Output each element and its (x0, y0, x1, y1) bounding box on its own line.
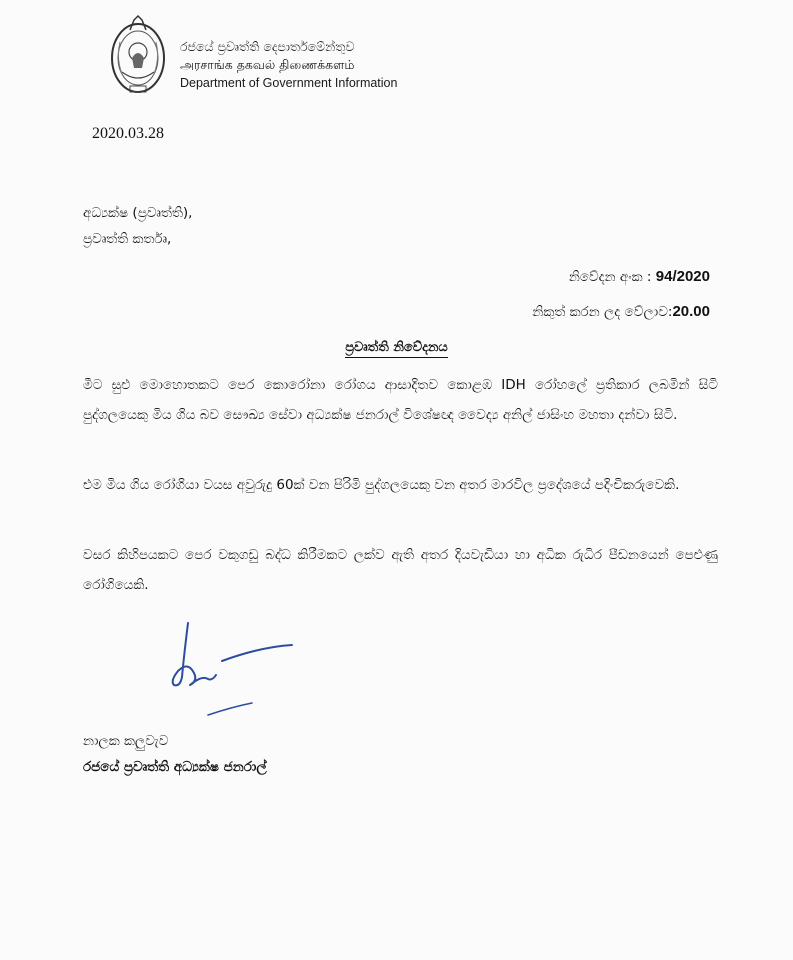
issue-time-label: නිකුත් කරන ලද වේලාව: (532, 304, 673, 320)
addressee-line-1: අධ්‍යක්ෂ (ප්‍රවෘත්ති), (83, 205, 193, 221)
document-date: 2020.03.28 (92, 125, 164, 142)
addressee (83, 200, 192, 252)
issue-time (532, 303, 710, 320)
paragraph-1: මීට සුළු මොහොතකට පෙර කොරෝනා රෝගය ආසාදිතව කොළඹ IDH රෝහලේ ප්‍රතිකාර ලබමින් සිටි පුද්ගලයෙකු මිය ගිය බව සෞඛ්‍ය සේවා අධ්‍යක්ෂ ජනරාල් විශේෂඥ වෛද්‍ය අනිල් ජාසිංහ මහතා දන්වා සිටි. (83, 377, 718, 423)
department-name (180, 38, 397, 92)
handwritten-signature (160, 615, 300, 725)
notice-number-label: නිවේදන අංක : (568, 269, 656, 285)
document-heading (0, 340, 793, 355)
department-name-tamil: அரசாங்க தகவல் திணைக்களம் (180, 57, 355, 72)
document-heading-text: ප්‍රවෘත්ති නිවේදනය (345, 340, 448, 358)
notice-number (569, 268, 710, 285)
paragraph-3: වසර කිහිපයකට පෙර වකුගඩු බද්ධ කිරීමකට ලක්ව ඇති අතර දියවැඩියා හා අධික රුධිර පීඩනයෙන් පෙළුණු රෝගියෙකි. (83, 547, 718, 593)
notice-number-value: 94/2020 (655, 268, 710, 285)
paragraph-2: එම මිය ගිය රෝගියා වයස අවුරුදු 60ක් වන පිරිමි පුද්ගලයෙකු වන අතර මාරවිල ප්‍රදේශයේ පදිංචිකරුවෙකි. (83, 477, 680, 493)
department-name-english: Department of Government Information (180, 76, 398, 90)
signatory-title: රජයේ ප්‍රවෘත්ති අධ්‍යක්ෂ ජනරාල් (83, 759, 267, 775)
sri-lanka-emblem-icon (108, 12, 168, 98)
signatory (83, 728, 267, 780)
department-name-sinhala: රජයේ ප්‍රවෘත්ති දෙපාර්තමේන්තුව (180, 39, 355, 54)
issue-time-value: 20.00 (672, 303, 710, 320)
signatory-name: නාලක කලුවැව (83, 733, 169, 749)
addressee-line-2: ප්‍රවෘත්ති කර්තෘ, (83, 231, 172, 247)
